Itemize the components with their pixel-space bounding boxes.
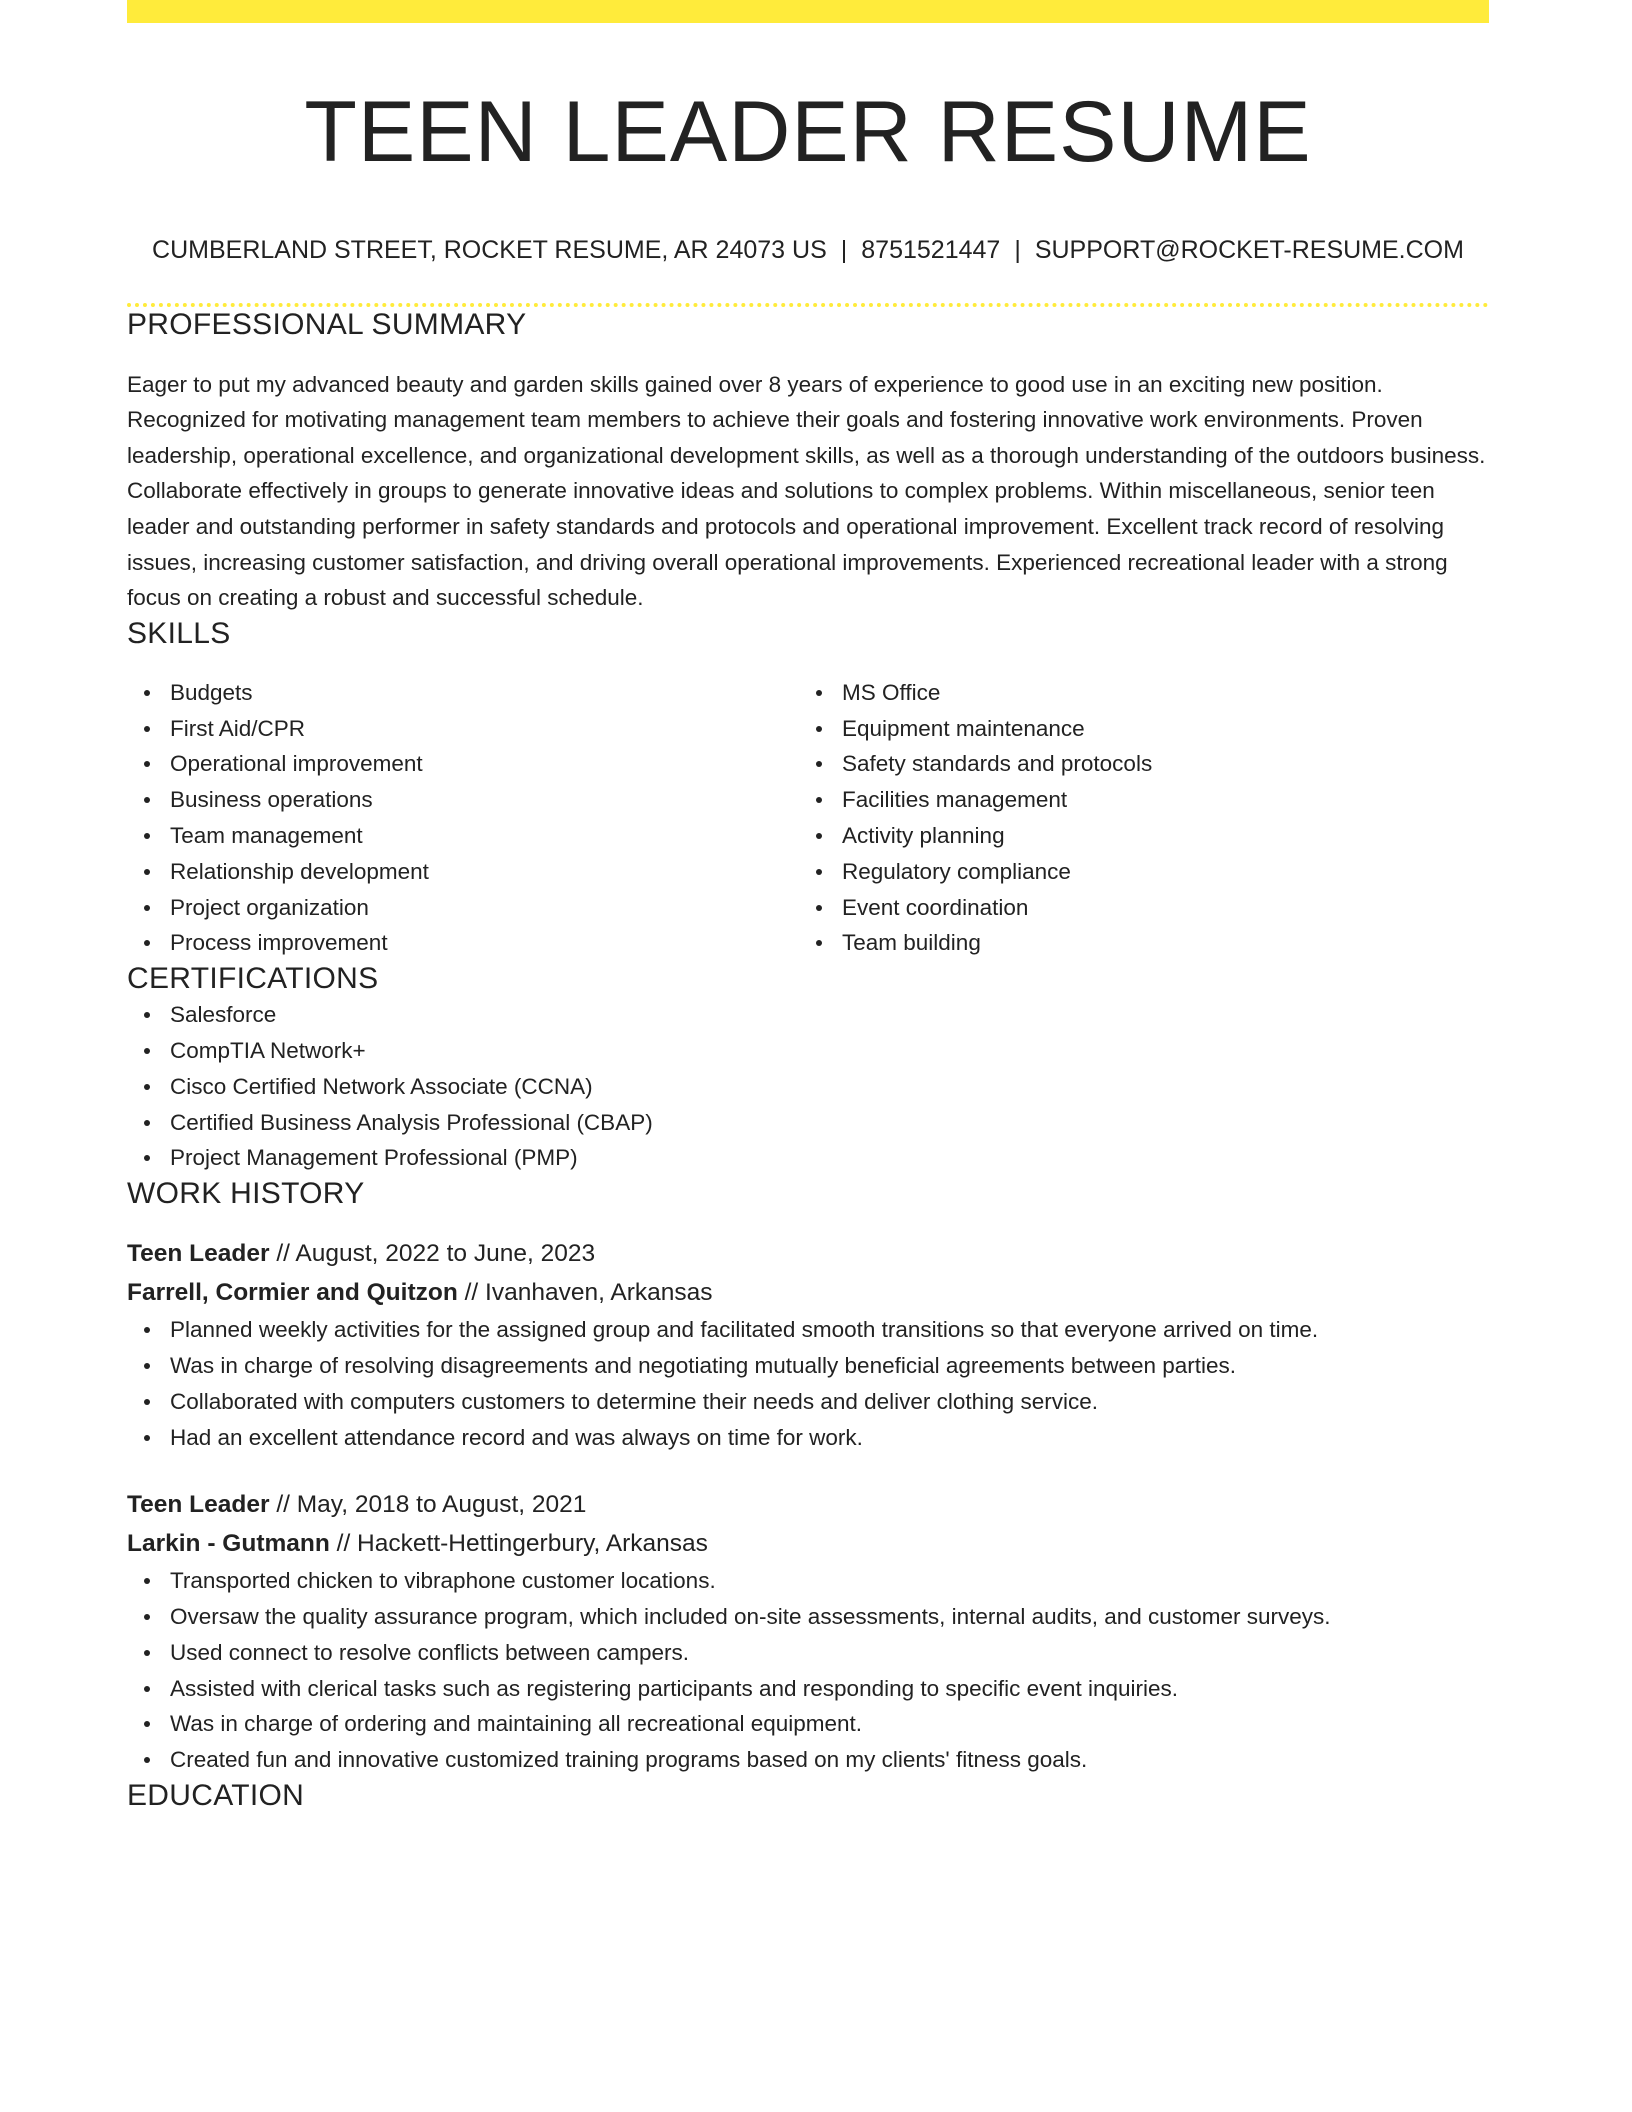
skills-heading: SKILLS [127, 616, 231, 650]
skill-item: Team building [842, 925, 1471, 961]
skills-column-right [799, 675, 1471, 961]
skill-item: Equipment maintenance [842, 711, 1471, 747]
skill-item: First Aid/CPR [170, 711, 799, 747]
certifications-heading: CERTIFICATIONS [127, 962, 379, 996]
job-duty-item: Assisted with clerical tasks such as registering participants and responding to specific event inquiries. [170, 1671, 1489, 1707]
skill-item: Safety standards and protocols [842, 746, 1471, 782]
job-duty-item: Was in charge of resolving disagreements and negotiating mutually beneficial agreements between parties. [170, 1348, 1489, 1384]
job-duty-item: Oversaw the quality assurance program, which included on-site assessments, internal audits, and customer surveys. [170, 1599, 1489, 1635]
contact-phone: 8751521447 [861, 235, 1001, 264]
summary-heading: PROFESSIONAL SUMMARY [127, 307, 527, 341]
skill-item: Operational improvement [170, 746, 799, 782]
job-duty-item: Collaborated with computers customers to determine their needs and deliver clothing service. [170, 1384, 1489, 1420]
skill-item: Process improvement [170, 925, 799, 961]
contact-address: CUMBERLAND STREET, ROCKET RESUME, AR 24073 US [152, 235, 827, 264]
job-location: // Ivanhaven, Arkansas [464, 1279, 713, 1307]
skills-list-left [127, 675, 799, 961]
certification-item: CompTIA Network+ [170, 1033, 1489, 1069]
skill-item: Business operations [170, 782, 799, 818]
job-duty-item: Transported chicken to vibraphone customer locations. [170, 1563, 1489, 1599]
education-heading: EDUCATION [127, 1779, 305, 1813]
job-company-line [127, 1524, 1489, 1563]
skill-item: Regulatory compliance [842, 854, 1471, 890]
job-duty-item: Created fun and innovative customized training programs based on my clients' fitness goals. [170, 1742, 1489, 1778]
skill-item: Project organization [170, 890, 799, 926]
job-entry [127, 1485, 1489, 1778]
summary-text: Eager to put my advanced beauty and garden skills gained over 8 years of experience to good use in an exciting new position. Recognized for motivating management team members to achieve their goals and fostering innovative work environments. Proven leadership, operational excellence, and organizational development skills, as well as a thorough understanding of the outdoors business. Collaborate effectively in groups to generate innovative ideas and solutions to complex problems. Within miscellaneous, senior teen leader and outstanding performer in safety standards and protocols and operational improvement. Excellent track record of resolving issues, increasing customer satisfaction, and driving overall operational improvements. Experienced recreational leader with a strong focus on creating a robust and successful schedule. [127, 371, 1486, 611]
skills-grid [127, 675, 1489, 961]
skills-list-right [799, 675, 1471, 961]
job-role-line [127, 1234, 1489, 1273]
job-dates: // May, 2018 to August, 2021 [276, 1491, 587, 1519]
work-history-heading: WORK HISTORY [127, 1177, 365, 1211]
skill-item: Budgets [170, 675, 799, 711]
skill-item: Relationship development [170, 854, 799, 890]
skill-item: Team management [170, 818, 799, 854]
job-entry [127, 1234, 1489, 1455]
job-role-line [127, 1485, 1489, 1524]
certification-item: Salesforce [170, 997, 1489, 1033]
top-accent-bar [127, 0, 1489, 23]
skill-item: MS Office [842, 675, 1471, 711]
job-company: Larkin - Gutmann [127, 1530, 330, 1558]
resume-page [127, 0, 1489, 1814]
skills-column-left [127, 675, 799, 961]
job-duty-item: Had an excellent attendance record and was always on time for work. [170, 1420, 1489, 1456]
job-duties-list [127, 1563, 1489, 1778]
certification-item: Project Management Professional (PMP) [170, 1140, 1489, 1176]
certification-item: Cisco Certified Network Associate (CCNA) [170, 1069, 1489, 1105]
job-role: Teen Leader [127, 1491, 270, 1519]
job-duty-item: Planned weekly activities for the assigned group and facilitated smooth transitions so that everyone arrived on time. [170, 1312, 1489, 1348]
job-dates: // August, 2022 to June, 2023 [276, 1240, 596, 1268]
contact-email: SUPPORT@ROCKET-RESUME.COM [1034, 235, 1464, 264]
job-duties-list [127, 1312, 1489, 1455]
job-company-line [127, 1273, 1489, 1312]
skill-item: Event coordination [842, 890, 1471, 926]
contact-line [127, 235, 1489, 265]
job-duty-item: Used connect to resolve conflicts between campers. [170, 1635, 1489, 1671]
job-role: Teen Leader [127, 1240, 270, 1268]
skill-item: Facilities management [842, 782, 1471, 818]
job-duty-item: Was in charge of ordering and maintaining all recreational equipment. [170, 1706, 1489, 1742]
skill-item: Activity planning [842, 818, 1471, 854]
contact-separator: | [840, 235, 848, 264]
contact-separator: | [1014, 235, 1021, 264]
certification-item: Certified Business Analysis Professional (CBAP) [170, 1105, 1489, 1141]
job-company: Farrell, Cormier and Quitzon [127, 1279, 458, 1307]
certifications-list [127, 997, 1489, 1176]
resume-title: TEEN LEADER RESUME [304, 84, 1312, 180]
job-location: // Hackett-Hettingerbury, Arkansas [336, 1530, 708, 1558]
